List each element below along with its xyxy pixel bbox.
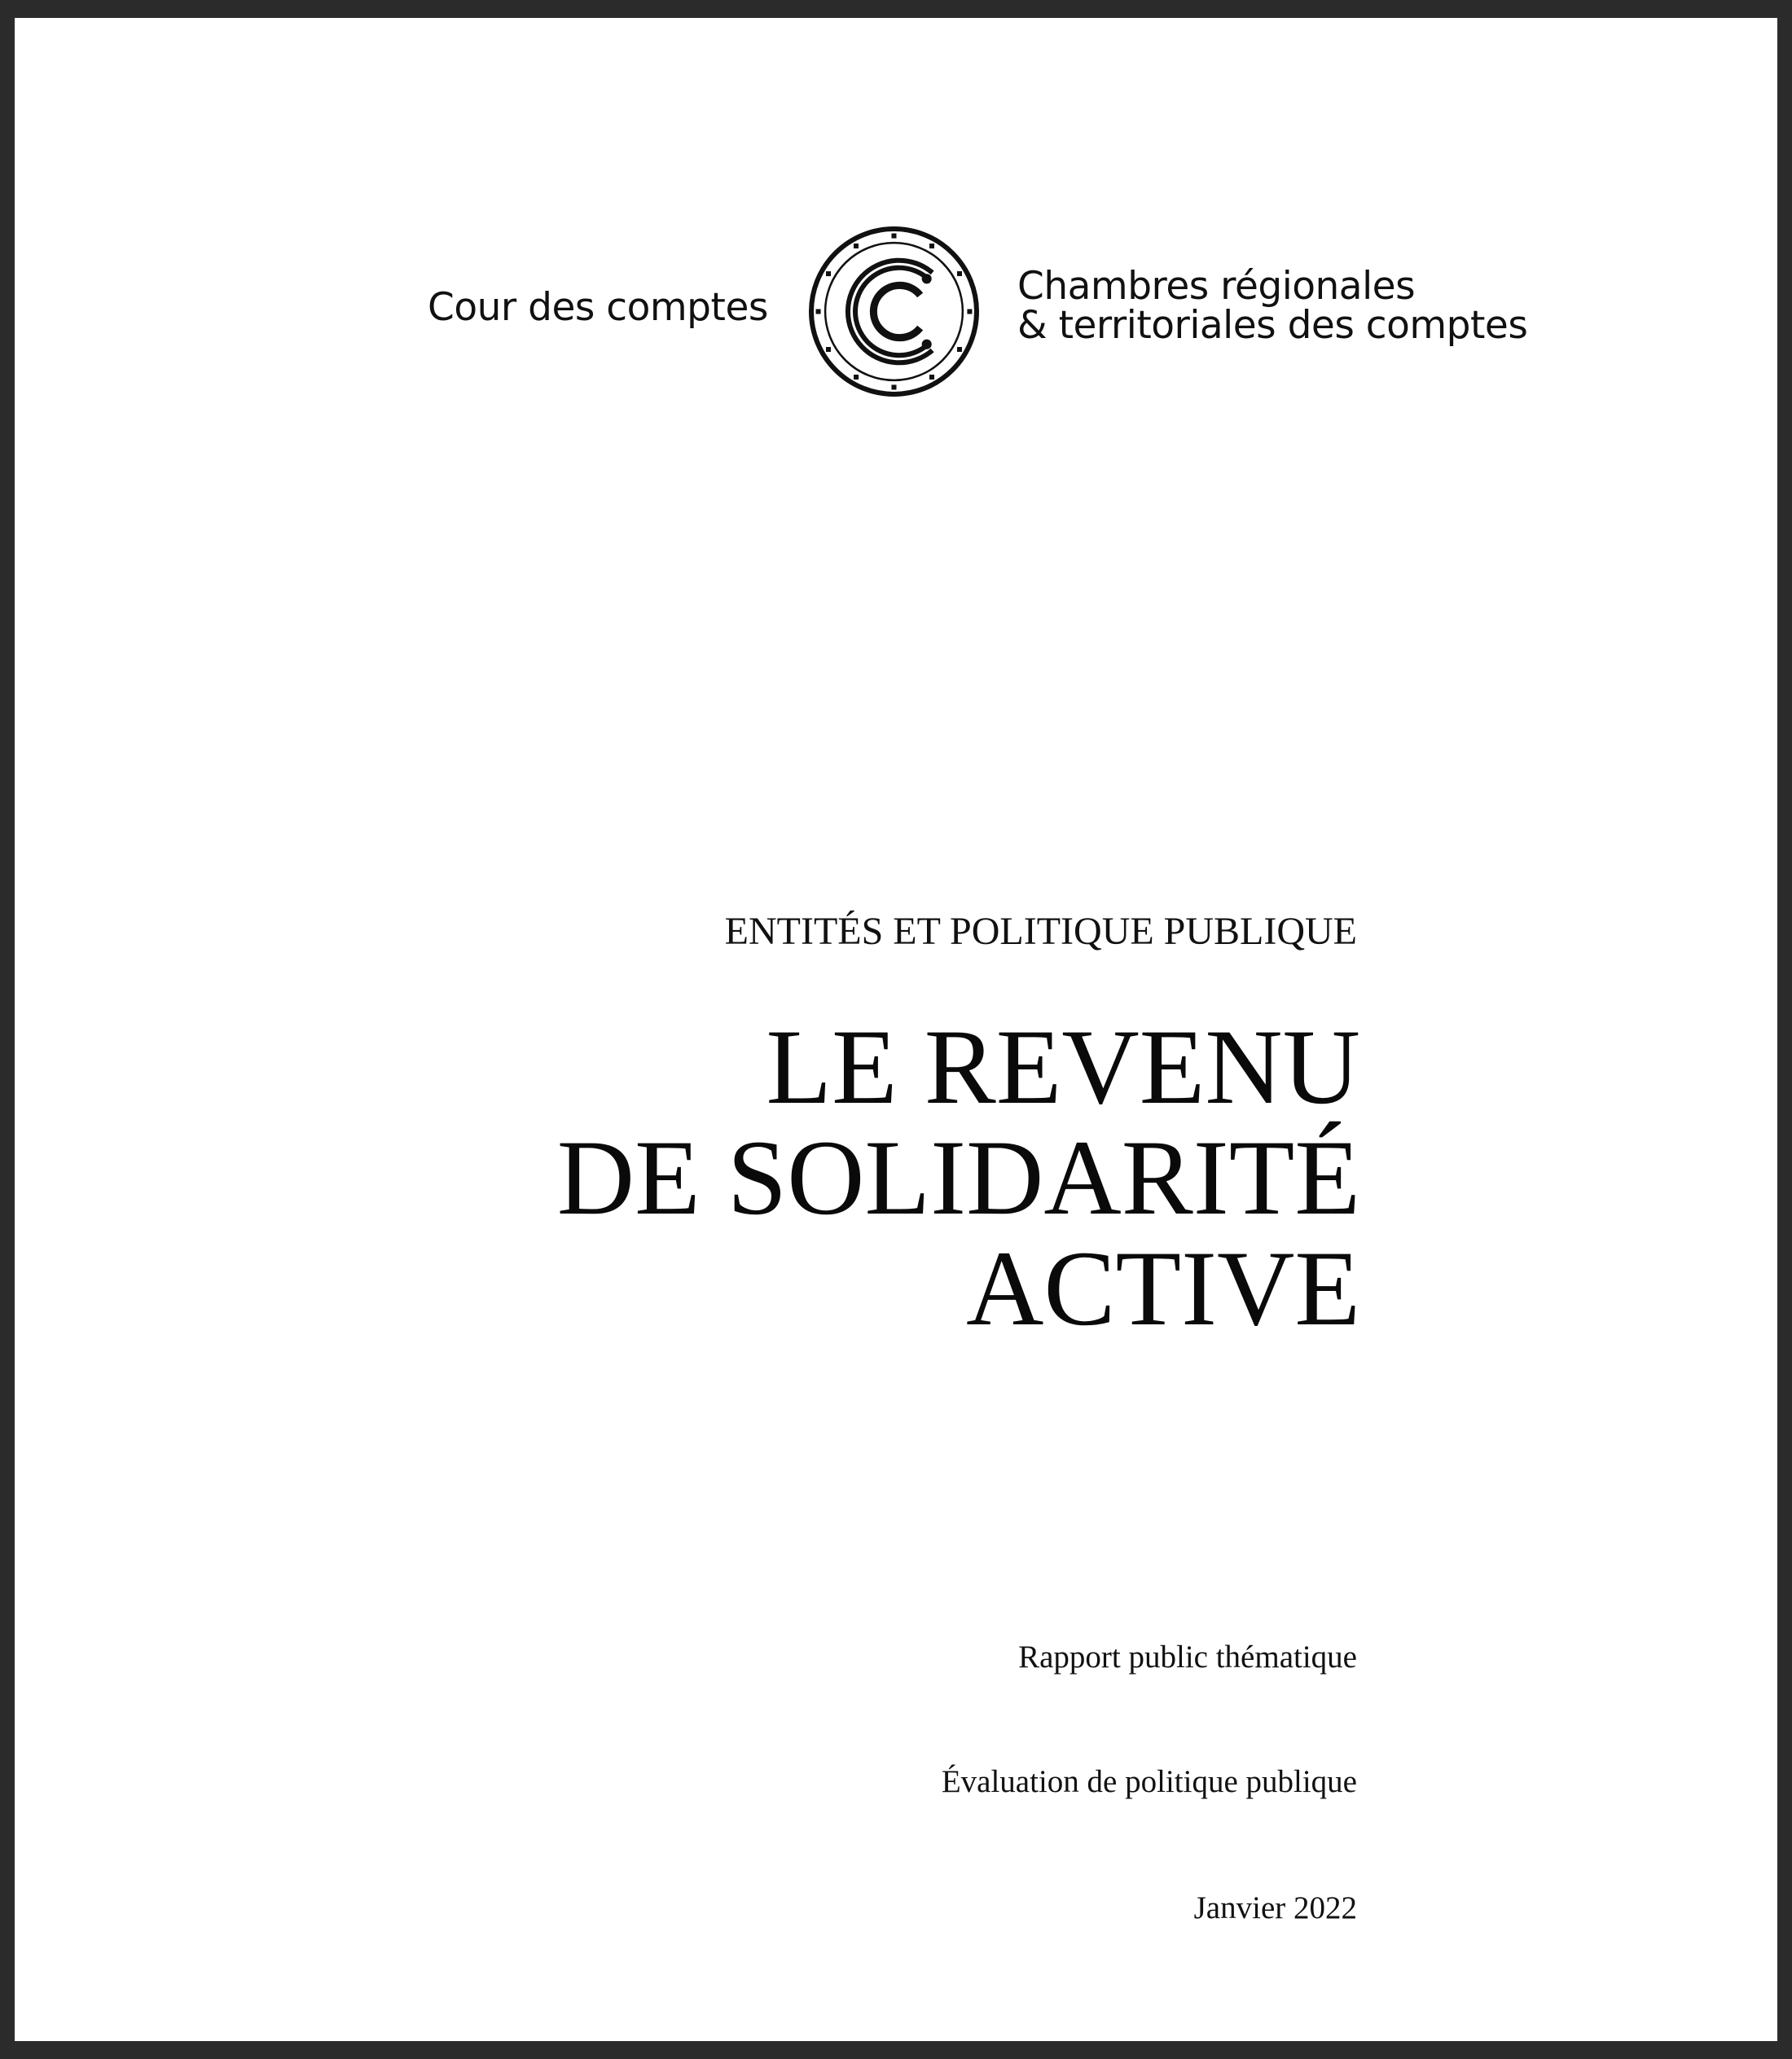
seal-dot <box>967 309 972 314</box>
seal-dot <box>854 244 859 248</box>
document-page <box>15 18 1777 2041</box>
institution-name: Cour des comptes <box>428 285 768 330</box>
seal-dot <box>957 271 962 276</box>
seal-dot <box>957 347 962 352</box>
seal-dot <box>816 309 821 314</box>
report-type: Rapport public thématique <box>1018 1640 1357 1675</box>
report-title-line-1: LE REVENU <box>766 1007 1360 1126</box>
seal-dot <box>826 347 831 352</box>
collection-label: ENTITÉS ET POLITIQUE PUBLIQUE <box>724 910 1357 953</box>
seal-dot <box>929 375 934 380</box>
publication-date: Janvier 2022 <box>1193 1890 1357 1925</box>
seal-dot <box>929 244 934 248</box>
report-title-line-2: DE SOLIDARITÉ <box>556 1117 1360 1237</box>
report-title <box>556 1007 1360 1348</box>
chambers-name <box>1017 264 1528 348</box>
seal-dot <box>826 271 831 276</box>
seal-dot <box>854 375 859 380</box>
report-title-line-3: ACTIVE <box>966 1228 1360 1348</box>
chambers-name-line-2: & territoriales des comptes <box>1017 303 1528 348</box>
seal-dot <box>891 384 896 389</box>
chambers-name-line-1: Chambres régionales <box>1017 264 1416 309</box>
seal-logo-icon <box>807 225 981 398</box>
evaluation-label: Évaluation de politique publique <box>941 1764 1357 1799</box>
seal-dot <box>891 234 896 239</box>
